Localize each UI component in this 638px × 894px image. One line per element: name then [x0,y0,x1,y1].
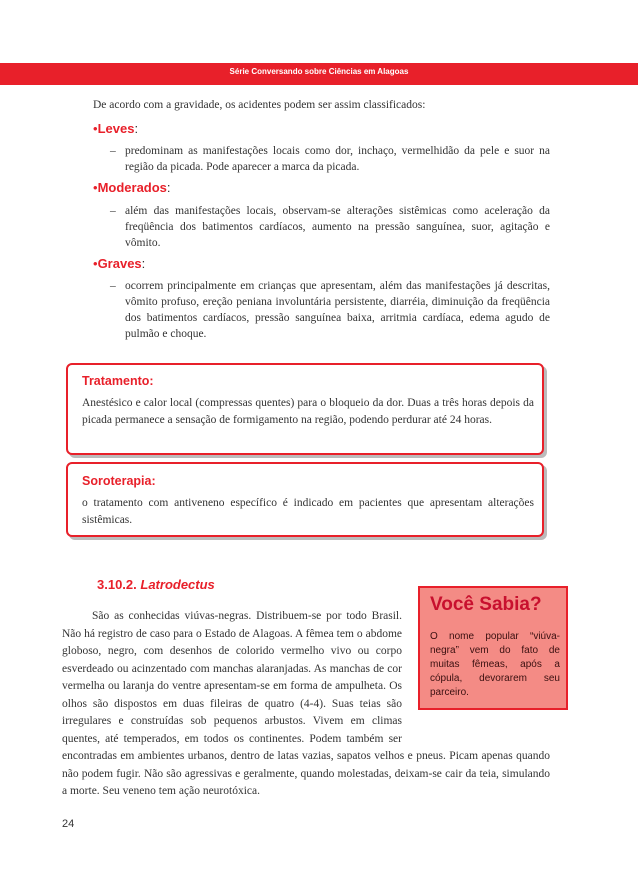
category-graves [93,256,145,271]
category-colon: : [134,121,139,136]
category-moderados [93,180,171,195]
bullet-icon: • [93,256,98,271]
description-moderados [110,203,550,251]
did-you-know-text: O nome popular “viúva-negra” vem do fato de muitas fêmeas, após a cópula, devorarem seu parceiro. [430,631,560,698]
intro-text: De acordo com a gravidade, os acidentes podem ser assim classificados: [93,99,426,111]
treatment-title: Tratamento: [82,374,154,388]
serotherapy-title: Soroterapia: [82,474,156,488]
section-number: 3.10.2. [97,577,137,592]
page-number: 24 [62,818,75,830]
dash-marker: – [110,205,116,217]
description-graves [110,278,550,342]
category-name: Moderados [97,180,167,195]
bullet-icon: • [93,121,98,136]
treatment-box [66,363,544,455]
category-colon: : [166,180,171,195]
serotherapy-box [66,462,544,537]
category-name: Leves [97,121,135,136]
category-colon: : [141,256,146,271]
bullet-icon: • [93,180,98,195]
series-title: Série Conversando sobre Ciências em Alagoas [229,67,409,76]
description-text: predominam as manifestações locais como dor, inchaço, vermelhidão da pele e suor na região da picada. Pode aparecer a marca da picada. [125,145,550,173]
body-text: São as conhecidas viúvas-negras. Distribuem-se por todo Brasil. Não há registro de caso para o Estado de Alagoas. A fêmea tem o abdome globoso, negro, com desenhos de colorido vermelho vivo ou corpo esverdeado ou acinzentado com manchas alaranjadas. As manchas de cor vermelha ou laranja do ventre apresentam-se em forma de ampulheta. Os olhos são dispostos em duas fileiras de quatro (4-4). Suas teias são irregulares e construídas sob pequenos arbustos. Vivem em climas quentes, até temperados, em todos os continentes. Podem também ser encontradas em ambientes urbanos, dentro de latas vazias, sapatos velhos e pneus. Picam apenas quando não podem fugir. Não são agressivas e geralmente, quando molestadas, deixam-se cair da teia, simulando a morte. Seu veneno tem ação neurotóxica. [62,610,550,797]
section-heading [97,577,215,592]
did-you-know-title: Você Sabia? [430,594,542,615]
category-leves [93,121,138,136]
dash-marker: – [110,145,116,157]
treatment-text: Anestésico e calor local (compressas quentes) para o bloqueio da dor. Duas a três horas depois da picada permanece a sensação de formigamento na região, podendo perdurar até 24 horas. [82,397,534,426]
description-leves [110,143,550,175]
description-text: ocorrem principalmente em crianças que apresentam, além das manifestações já descritas, vômito profuso, ereção peniana involuntária persistente, diarréia, diminuição da freqüência dos batimentos cardíacos, pressão sanguínea baixa, arritmia cardíaca, edema agudo de pulmão e choque. [125,280,550,340]
description-text: além das manifestações locais, observam-se alterações sistêmicas como aceleração da freqüência dos batimentos cardíacos, aumento na pressão sanguínea, suor, agitação e vômito. [125,205,550,249]
section-title: Latrodectus [140,577,215,592]
serotherapy-text: o tratamento com antiveneno específico é indicado em pacientes que apresentam alterações sistêmicas. [82,497,534,526]
category-name: Graves [97,256,142,271]
dash-marker: – [110,280,116,292]
did-you-know-box [418,586,568,710]
